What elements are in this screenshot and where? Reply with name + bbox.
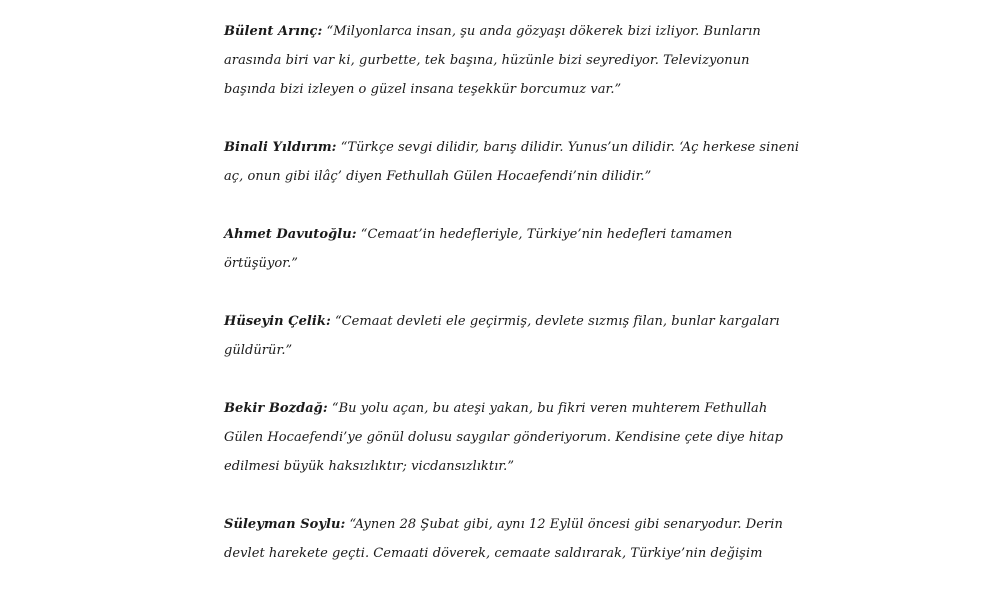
- quote-text: “Milyonlarca insan, şu anda gözyaşı dökerek bizi izliyor. Bunların arasında biri var ki, gurbette, tek başına, hüzünle bizi seyrediyor. Televizyonun başında bizi izleyen o güzel insana teşekkür borcumuz var.”: [224, 24, 761, 97]
- quote-text: “Bu yolu açan, bu ateşi yakan, bu fikri veren muhterem Fethullah Gülen Hocaefendi’ye gönül dolusu saygılar gönderiyorum. Kendisine çete diye hitap edilmesi büyük haksızlıktır; vicdansızlıktır.”: [224, 401, 783, 474]
- quote-paragraph: [224, 133, 804, 191]
- document-page: [224, 17, 804, 597]
- quote-paragraph: [224, 510, 804, 568]
- speaker-name: Binali Yıldırım:: [224, 140, 337, 155]
- speaker-name: Ahmet Davutoğlu:: [224, 227, 357, 242]
- quote-text: “Aynen 28 Şubat gibi, aynı 12 Eylül öncesi gibi senaryodur. Derin devlet harekete geçti. Cemaati döverek, cemaate saldırarak, Türkiye’nin değişim: [224, 517, 783, 561]
- quote-paragraph: [224, 17, 804, 104]
- quote-paragraph: [224, 220, 804, 278]
- quote-paragraph: [224, 307, 804, 365]
- quote-text: “Cemaat devleti ele geçirmiş, devlete sızmış filan, bunlar kargaları güldürür.”: [224, 314, 780, 358]
- speaker-name: Bekir Bozdağ:: [224, 401, 328, 416]
- speaker-name: Hüseyin Çelik:: [224, 314, 331, 329]
- quote-text: “Cemaat’in hedefleriyle, Türkiye’nin hedefleri tamamen örtüşüyor.”: [224, 227, 733, 271]
- speaker-name: Bülent Arınç:: [224, 24, 323, 39]
- speaker-name: Süleyman Soylu:: [224, 517, 346, 532]
- quote-paragraph: [224, 394, 804, 481]
- quote-text: “Türkçe sevgi dilidir, barış dilidir. Yunus’un dilidir. ‘Aç herkese sineni aç, onun gibi ilâç’ diyen Fethullah Gülen Hocaefendi’nin dilidir.”: [224, 140, 800, 184]
